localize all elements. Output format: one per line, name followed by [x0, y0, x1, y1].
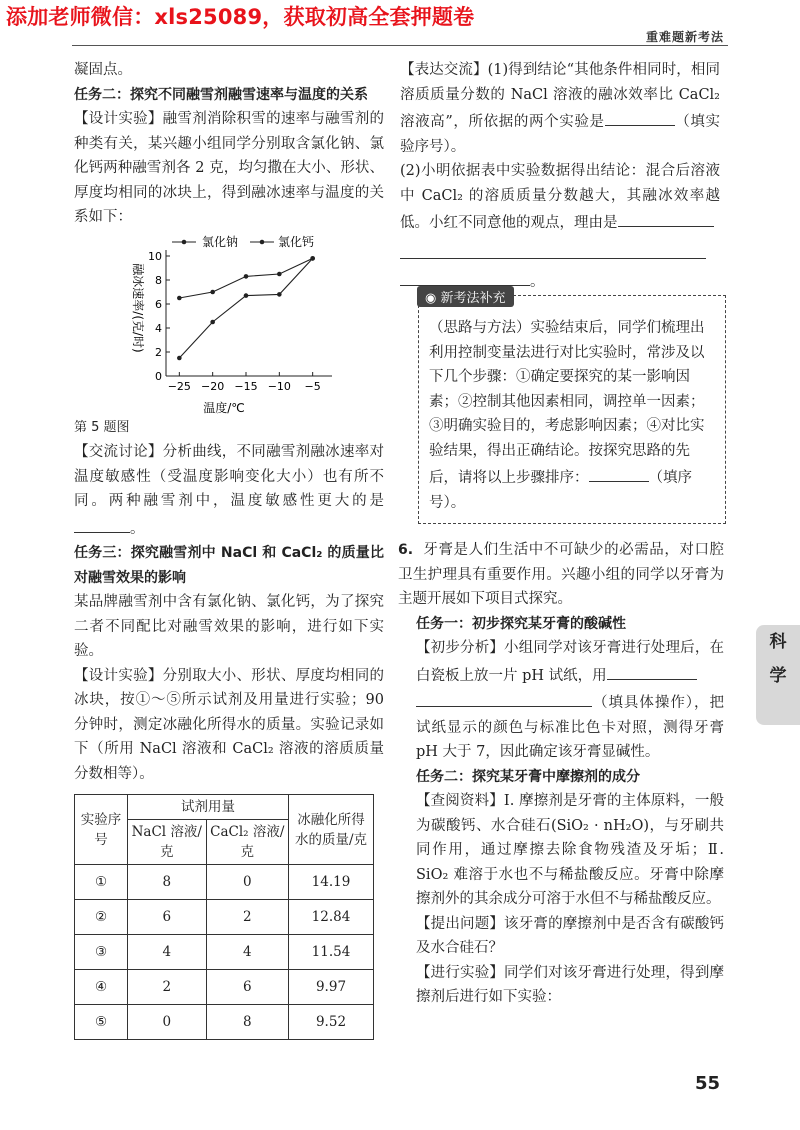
paragraph-design: 【设计实验】融雪剂消除积雪的速率与融雪剂的种类有关，某兴趣小组同学分别取含氯化钠、氯化钙两种融雪剂各 2 克，均匀撒在大小、形状、厚度均相同的冰块上，得到融冰速率与温度的关系如下：	[74, 111, 384, 225]
y-tick-label: 4	[155, 321, 162, 335]
cell-cacl2: 6	[206, 970, 288, 1005]
table-row	[75, 865, 374, 900]
cell-nacl: 6	[128, 900, 207, 935]
cell-no: ①	[75, 865, 128, 900]
th-serial: 实验序号	[75, 795, 128, 865]
data-point	[177, 295, 182, 300]
left-column	[74, 58, 384, 1040]
experiment-table	[74, 794, 374, 1040]
y-tick-label: 2	[155, 345, 162, 359]
pin-icon: ◉	[425, 291, 437, 306]
supplement-end: （填序号）。	[429, 470, 692, 511]
chart-xlabel: 温度/℃	[203, 400, 245, 415]
x-tick-label: −25	[167, 379, 191, 393]
table-row	[75, 970, 374, 1005]
cell-no: ⑤	[75, 1005, 128, 1040]
answer-blank[interactable]	[618, 208, 714, 227]
cell-no: ②	[75, 900, 128, 935]
side-tab-char: 科	[769, 632, 787, 652]
header-rule	[72, 45, 728, 46]
data-point	[310, 256, 315, 261]
legend-nacl-label: 氯化钠	[202, 234, 239, 249]
page-number: 55	[694, 1073, 720, 1094]
task1-heading: 任务一：初步探究某牙膏的酸碱性	[416, 615, 626, 632]
answer-line-row	[400, 240, 720, 268]
answer-blank[interactable]	[607, 661, 697, 680]
data-point	[177, 355, 182, 360]
legend-cacl2-marker	[260, 239, 265, 244]
th-nacl: NaCl 溶液/克	[128, 820, 207, 865]
paragraph-design2: 【设计实验】分别取大小、形状、厚度均相同的冰块，按①～⑤所示试剂及用量进行实验；90 分钟时，测定冰融化所得水的质量。实验记录如下（所用 NaCl 溶液和 CaCl₂ 溶液的溶质质量分数相等）。	[74, 667, 384, 782]
data-point	[244, 274, 249, 279]
series-line-cacl2	[179, 258, 312, 358]
cell-nacl: 2	[128, 970, 207, 1005]
table-row	[75, 900, 374, 935]
legend-nacl-marker	[182, 239, 187, 244]
paragraph: 凝固点。	[74, 62, 132, 78]
running-header: 重难题新考法	[645, 30, 724, 44]
cell-no: ③	[75, 935, 128, 970]
answer-blank-line[interactable]	[400, 240, 706, 259]
paragraph-discuss	[74, 440, 384, 541]
th-reagent: 试剂用量	[128, 795, 289, 820]
answer-blank[interactable]	[589, 463, 649, 482]
experiment-paragraph: 【进行实验】同学们对该牙膏进行处理，得到摩擦剂后进行如下实验：	[416, 964, 724, 1005]
right-column	[400, 58, 720, 295]
th-water: 冰融化所得水的质量/克	[289, 795, 374, 865]
cell-nacl: 8	[128, 865, 207, 900]
paragraph-express1	[400, 58, 720, 159]
data-point	[210, 289, 215, 294]
task2b-heading: 任务二：探究某牙膏中摩擦剂的成分	[416, 768, 640, 785]
y-tick-label: 10	[148, 249, 162, 263]
answer-blank[interactable]	[416, 688, 592, 707]
side-tab-char: 学	[769, 666, 787, 686]
q6-text: 牙膏是人们生活中不可缺少的必需品，对口腔卫生护理具有重要作用。兴趣小组的同学以牙膏为主题开展如下项目式探究。	[398, 542, 725, 607]
answer-blank[interactable]	[605, 107, 675, 126]
express2-text: (2)小明依据表中实验数据得出结论：混合后溶液中 CaCl₂ 的溶质质量分数越大，其融冰效率越低。小红不同意他的观点，理由是	[400, 163, 720, 231]
data-point	[244, 293, 249, 298]
x-tick-label: −20	[201, 379, 225, 393]
cell-water: 9.97	[289, 970, 374, 1005]
task2-heading: 任务二：探究不同融雪剂融雪速率与温度的关系	[74, 86, 368, 103]
th-cacl2: CaCl₂ 溶液/克	[206, 820, 288, 865]
x-tick-label: −10	[267, 379, 291, 393]
q6-intro	[398, 538, 724, 612]
answer-blank-line[interactable]	[400, 267, 530, 286]
cell-water: 12.84	[289, 900, 374, 935]
q6-number: 6.	[398, 542, 414, 558]
question-paragraph: 【提出问题】该牙膏的摩擦剂中是否含有碳酸钙及水合硅石？	[416, 915, 724, 956]
cell-nacl: 0	[128, 1005, 207, 1040]
supplement-body	[429, 316, 715, 515]
line-chart	[74, 230, 384, 416]
cell-cacl2: 2	[206, 900, 288, 935]
watermark-banner: 添加老师微信：xls25089，获取初高全套押题卷	[6, 5, 475, 29]
table-row	[75, 935, 374, 970]
answer-blank[interactable]	[74, 514, 130, 533]
discuss-end: 。	[130, 520, 145, 537]
chart-ylabel: 融冰速率/(克/时)	[131, 262, 145, 353]
x-tick-label: −15	[234, 379, 258, 393]
research-paragraph: 【查阅资料】Ⅰ. 摩擦剂是牙膏的主体原料，一般为碳酸钙、水合硅石(SiO₂ · nH₂O)，与牙刷共同作用，通过摩擦去除食物残渣及牙垢；Ⅱ. SiO₂ 难溶于水也不与稀盐酸反应。牙膏中除摩擦剂外的其余成分可溶于水但不与稀盐酸反应。	[416, 793, 724, 907]
supplement-tag	[417, 286, 514, 307]
data-point	[210, 319, 215, 324]
question-6	[398, 538, 724, 1010]
discuss-text: 【交流讨论】分析曲线，不同融雪剂融冰速率对温度敏感性（受温度影响变化大小）也有所不同。两种融雪剂中，温度敏感性更大的是	[74, 444, 384, 509]
x-tick-label: −5	[304, 379, 321, 393]
express1-text: 【表达交流】(1)得到结论“其他条件相同时，相同溶质质量分数的 NaCl 溶液的融冰效率比 CaCl₂ 溶液高”，所依据的两个实验是	[400, 62, 720, 130]
task3-heading: 任务三：探究融雪剂中 NaCl 和 CaCl₂ 的质量比对融雪效果的影响	[74, 545, 384, 586]
y-tick-label: 6	[155, 297, 162, 311]
paragraph-brand: 某品牌融雪剂中含有氯化钠、氯化钙，为了探究二者不同配比对融雪效果的影响，进行如下实验。	[74, 594, 384, 659]
supplement-tag-label: 新考法补充	[440, 291, 506, 306]
cell-water: 11.54	[289, 935, 374, 970]
supplement-box	[418, 291, 726, 524]
cell-water: 14.19	[289, 865, 374, 900]
cell-cacl2: 4	[206, 935, 288, 970]
chart-svg	[74, 230, 384, 416]
table-row	[75, 1005, 374, 1040]
cell-water: 9.52	[289, 1005, 374, 1040]
cell-no: ④	[75, 970, 128, 1005]
task1-text-a: 【初步分析】小组同学对该牙膏进行处理后，在白瓷板上放一片 pH 试纸，用	[416, 640, 724, 684]
cell-cacl2: 0	[206, 865, 288, 900]
paragraph-express2	[400, 159, 720, 236]
data-point	[277, 292, 282, 297]
y-tick-label: 0	[155, 369, 162, 383]
supplement-text: （思路与方法）实验结束后，同学们梳理出利用控制变量法进行对比实验时，常涉及以下几个步骤：①确定要探究的某一影响因素；②控制其他因素相同，调控单一因素；③明确实验目的，考虑影响因素；④对比实验结果，得出正确结论。按探究思路的先后，请将以上步骤排序：	[429, 320, 705, 486]
cell-nacl: 4	[128, 935, 207, 970]
y-tick-label: 8	[155, 273, 162, 287]
task1-paragraph	[398, 636, 724, 765]
figure-caption: 第 5 题图	[74, 419, 130, 435]
subject-side-tab	[756, 625, 800, 725]
legend-cacl2-label: 氯化钙	[278, 234, 315, 249]
task1-text-b: （填具体操作），把试纸显示的颜色与标准比色卡对照，测得牙膏 pH 大于 7，因此确定该牙膏显碱性。	[416, 695, 724, 760]
cell-cacl2: 8	[206, 1005, 288, 1040]
data-point	[277, 271, 282, 276]
express1-end: （填实验序号）。	[400, 114, 720, 155]
express2-end: 。	[530, 274, 545, 290]
